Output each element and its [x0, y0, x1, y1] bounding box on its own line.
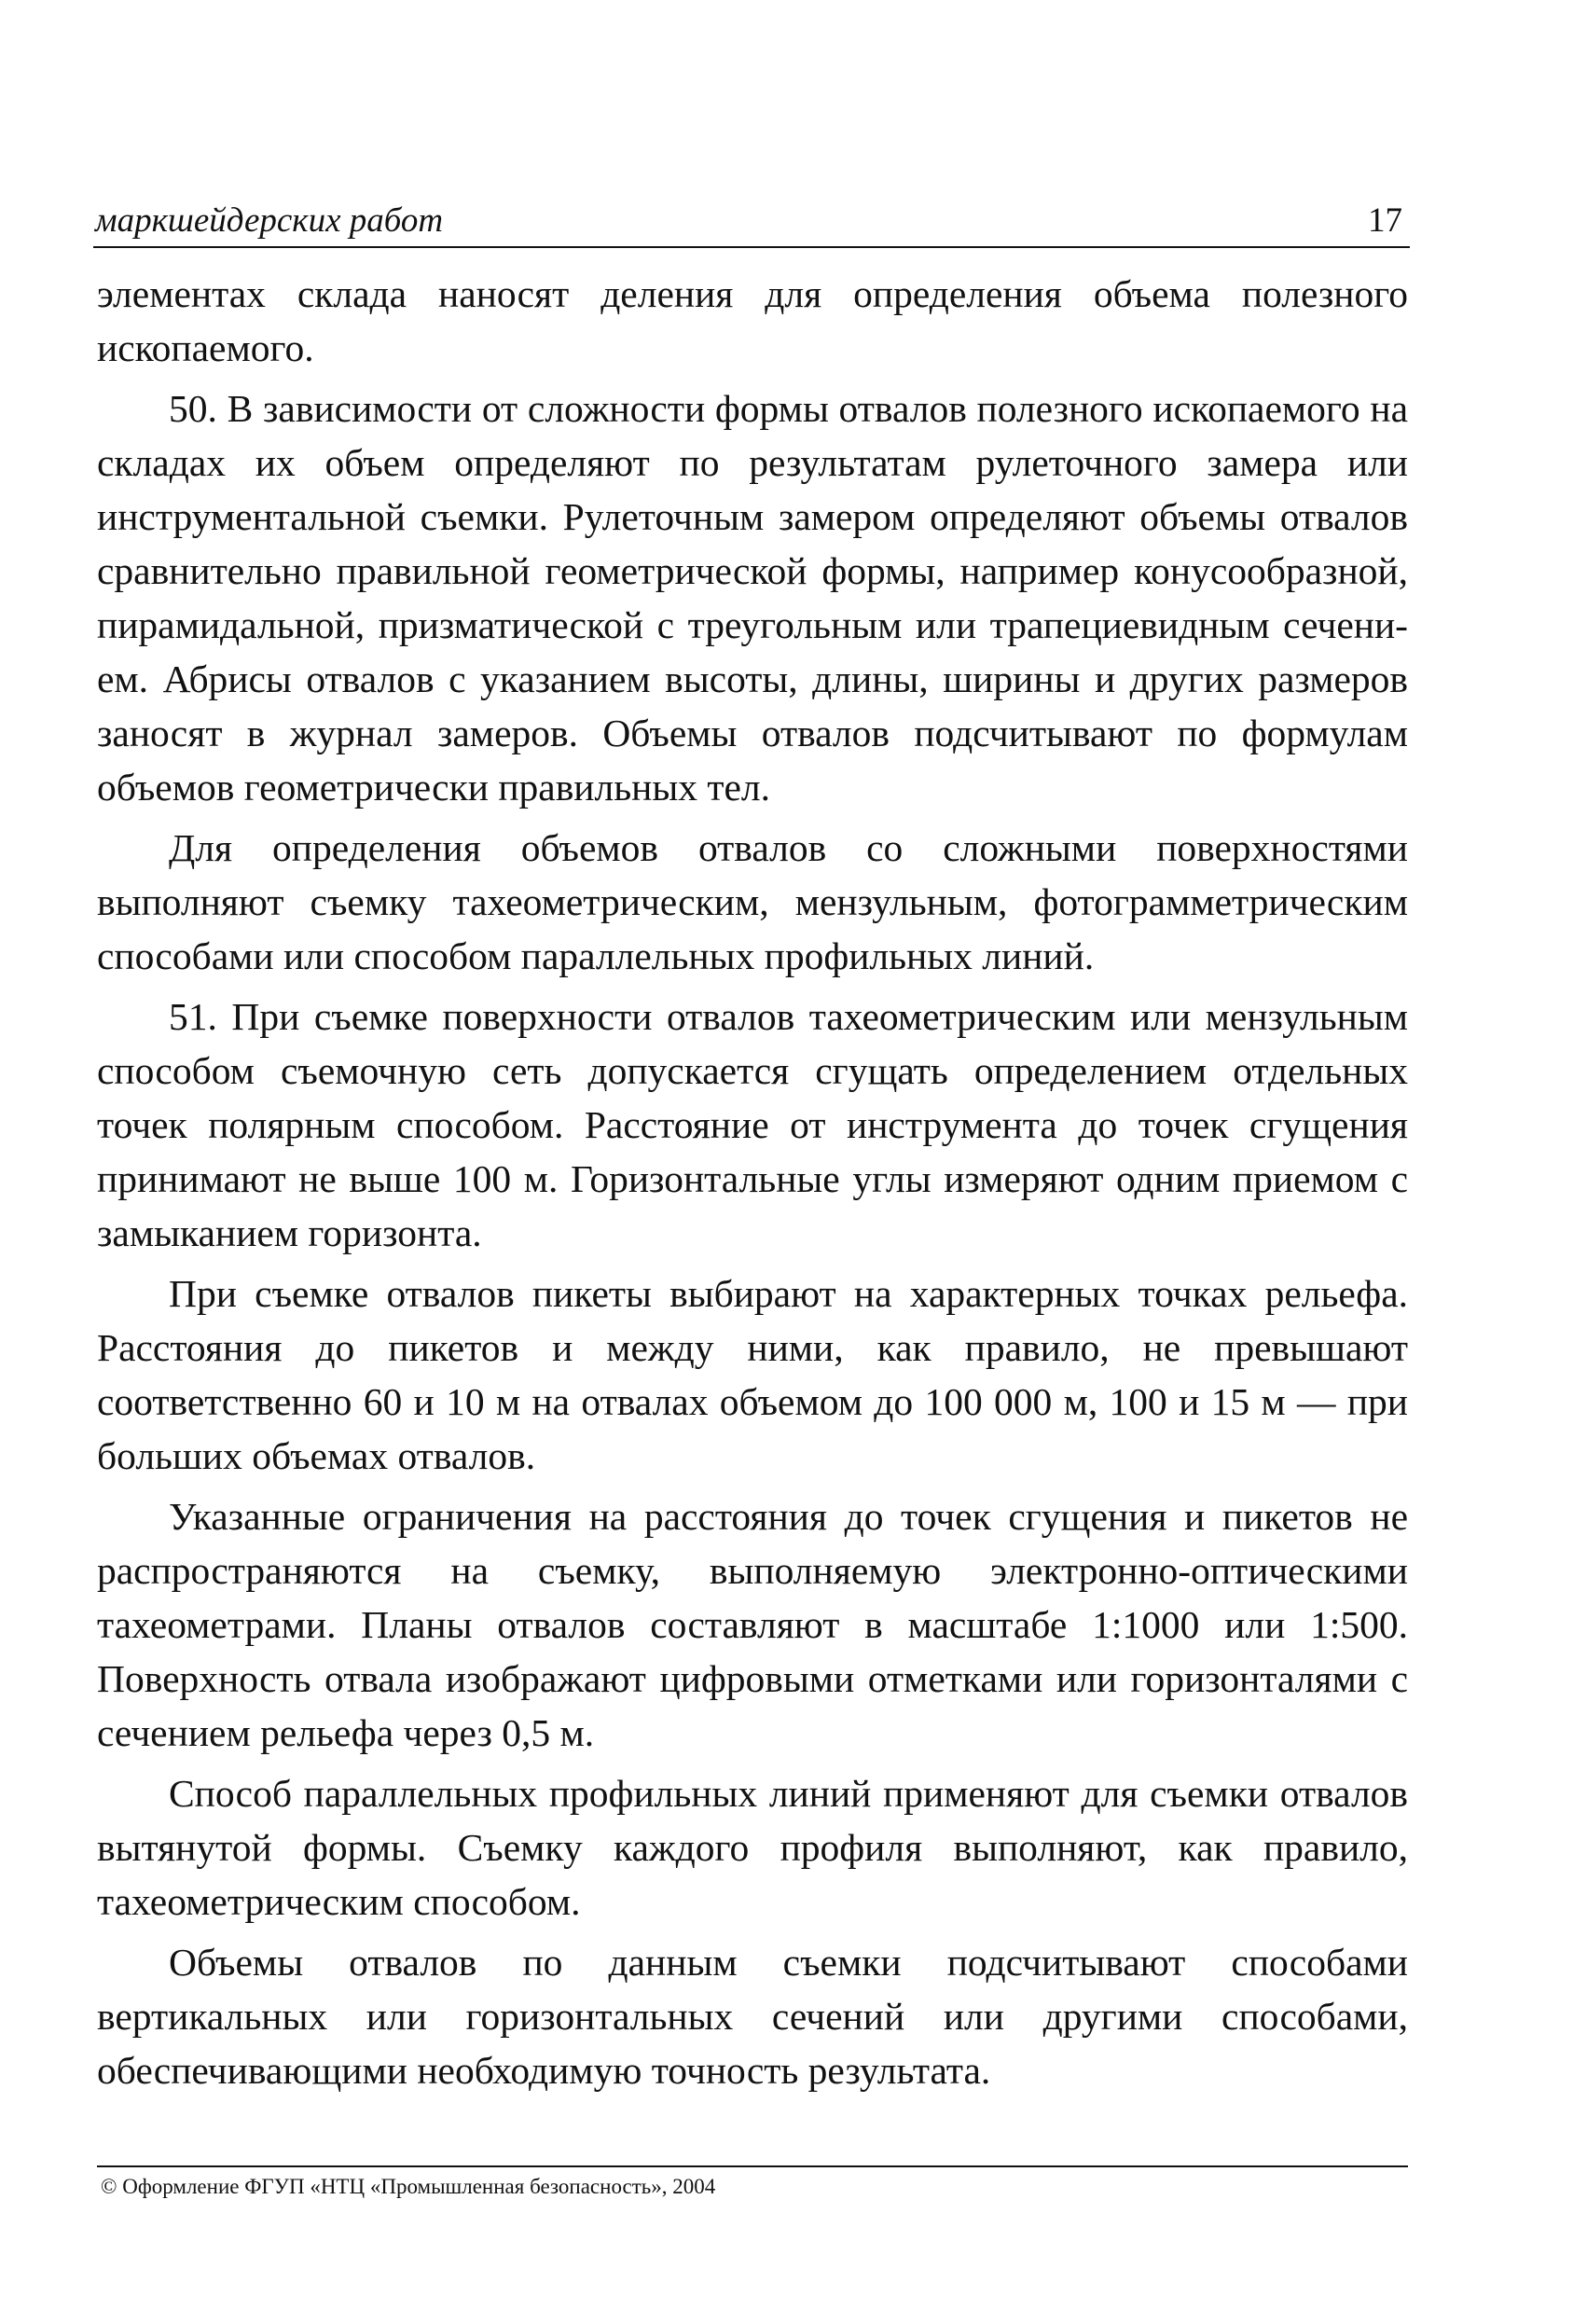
- paragraph-restrictions: Указанные ограничения на расстояния до точек сгущения и пикетов не распространяются на съемку, выполняемую электронно-оптическими тахеометрами. Планы отвалов составляют в масштабе 1:1000 или 1:500. Поверхность отвала изображают цифровыми отметками или горизонталями с сечением рельефа через 0,5 м.: [97, 1495, 1408, 1754]
- body-text: [97, 267, 1408, 2104]
- page-number: 17: [1368, 201, 1402, 240]
- paragraph-volume-calculation: Объемы отвалов по данным съемки подсчитывают способами вертикальных или горизонтальных сечений или другими способами, обеспечивающими необходимую точность результата.: [97, 1941, 1408, 2092]
- paragraph-continuation: элементах склада наносят деления для определения объема полезного ископаемого.: [97, 272, 1408, 369]
- paragraph-item-51: 51. При съемке поверхности отвалов тахеометрическим или мензульным способом съемочную сеть допускается сгущать определением отдельных точек полярным способом. Расстояние от инструмента до точек сгущения принимают не выше 100 м. Горизонтальные углы измеряют одним приемом с замыканием горизонта.: [97, 995, 1408, 1254]
- footer-divider: [97, 2165, 1408, 2167]
- running-header: [93, 198, 1410, 248]
- header-title: маркшейдерских работ: [95, 201, 444, 240]
- paragraph-profile-lines: Способ параллельных профильных линий применяют для съемки отвалов вытянутой формы. Съемку каждого профиля выполняют, как правило, тахеометрическим способом.: [97, 1772, 1408, 1923]
- paragraph-item-50: 50. В зависимости от сложности формы отвалов полезного ископаемого на складах их объем определяют по результатам рулеточного замера или инструментальной съемки. Рулеточным замером определяют объемы отвалов сравнительно правильной геометрической формы, например конусообразной, пирамидальной, призматической с треугольным или трапециевидным сечением. Абрисы отвалов с указанием высоты, длины, ширины и других размеров заносят в журнал замеров. Объемы отвалов подсчитывают по формулам объемов геометрически правильных тел.: [97, 387, 1408, 809]
- paragraph-pickets: При съемке отвалов пикеты выбирают на характерных точках рельефа. Расстояния до пикетов и между ними, как правило, не превышают соответственно 60 и 10 м на отвалах объемом до 100 000 м, 100 и 15 м — при больших объемах отвалов.: [97, 1272, 1408, 1477]
- paragraph-complex-surfaces: Для определения объемов отвалов со сложными поверхностями выполняют съемку тахеометрическим, мензульным, фотограмметрическим способами или способом параллельных профильных линий.: [97, 826, 1408, 977]
- copyright-footer: © Оформление ФГУП «НТЦ «Промышленная безопасность», 2004: [101, 2175, 716, 2198]
